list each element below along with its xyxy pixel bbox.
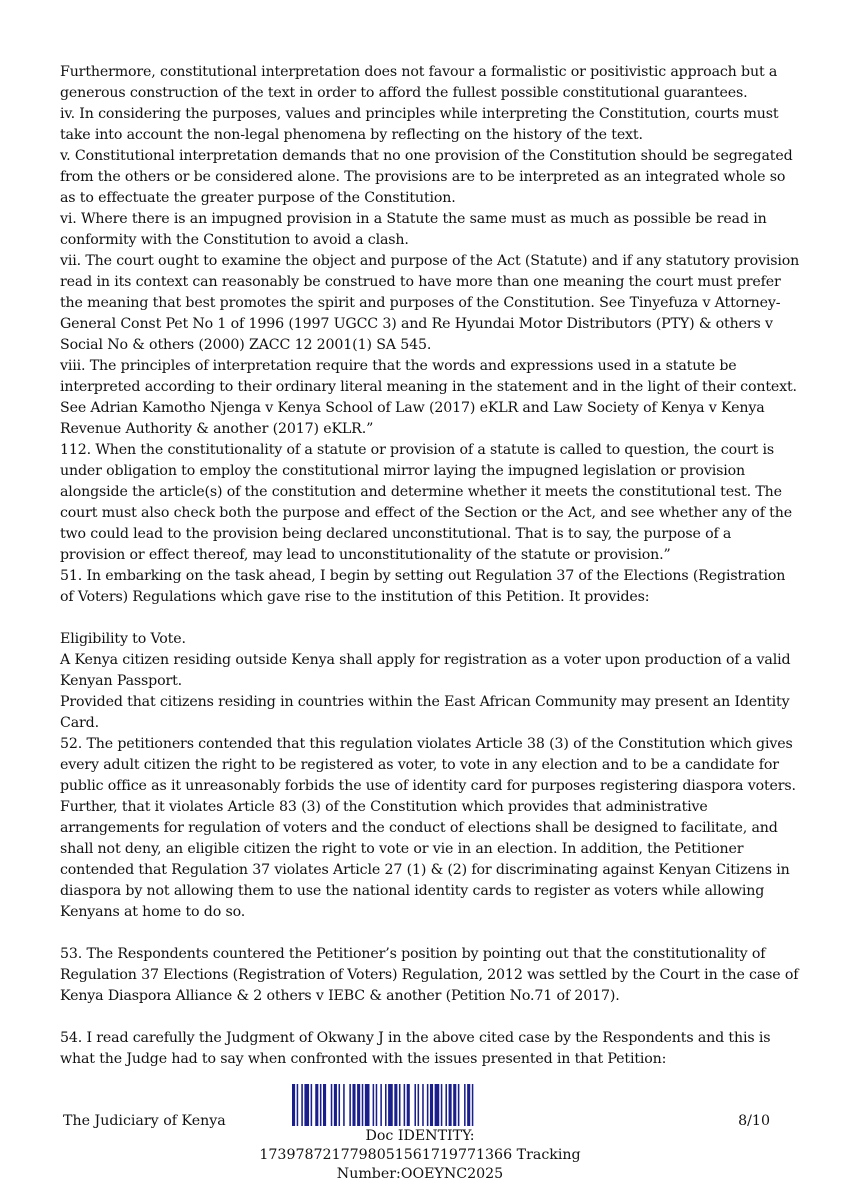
doc-identity-tracking: Doc IDENTITY: 1739787217798051561719771366 Tracking Number:OOEYNC2025 <box>259 1128 581 1182</box>
paragraph: 54. I read carefully the Judgment of Okwany J in the above cited case by the Respondents and this is what the Judge had to say when confronted with the issues presented in that Petition: <box>60 1030 771 1067</box>
document-body <box>60 62 800 1070</box>
barcode-icon <box>292 1084 554 1126</box>
page-number: 8/10 <box>738 1113 770 1129</box>
paragraph: Furthermore, constitutional interpretation does not favour a formalistic or positivistic approach but a generous construction of the text in order to afford the fullest possible constitutional guarantees. <box>60 64 778 101</box>
paragraph: iv. In considering the purposes, values and principles while interpreting the Constitution, courts must take into account the non-legal phenomena by reflecting on the history of the text. <box>60 106 779 143</box>
paragraph: vi. Where there is an impugned provision in a Statute the same must as much as possible be read in conformity with the Constitution to avoid a clash. <box>60 211 767 248</box>
paragraph: 112. When the constitutionality of a statute or provision of a statute is called to question, the court is under obligation to employ the constitutional mirror laying the impugned legislation or provision alongside the article(s) of the constitution and determine whether it meets the constitutional test. The court must also check both the purpose and effect of the Section or the Act, and see whether any of the two could lead to the provision being declared unconstitutional. That is to say, the purpose of a provision or effect thereof, may lead to unconstitutionality of the statute or provision.” <box>60 442 792 563</box>
paragraph: 52. The petitioners contended that this regulation violates Article 38 (3) of the Constitution which gives every adult citizen the right to be registered as voter, to vote in any election and to be a candidate for public office as it unreasonably forbids the use of identity card for purposes registering diaspora voters. Further, that it violates Article 83 (3) of the Constitution which provides that administrative arrangements for regulation of voters and the conduct of elections shall be designed to facilitate, and shall not deny, an eligible citizen the right to vote or vie in an election. In addition, the Petitioner contended that Regulation 37 violates Article 27 (1) & (2) for discriminating against Kenyan Citizens in diaspora by not allowing them to use the national identity cards to register as voters while allowing Kenyans at home to do so. <box>60 736 796 920</box>
footer-publisher: The Judiciary of Kenya <box>63 1113 226 1129</box>
paragraph: 53. The Respondents countered the Petitioner’s position by pointing out that the constitutionality of Regulation 37 Elections (Registration of Voters) Regulation, 2012 was settled by the Court in the case of Kenya Diaspora Alliance & 2 others v IEBC & another (Petition No.71 of 2017). <box>60 946 799 1004</box>
paragraph: viii. The principles of interpretation require that the words and expressions used in a statute be interpreted according to their ordinary literal meaning in the statement and in the light of their context. See Adrian Kamotho Njenga v Kenya School of Law (2017) eKLR and Law Society of Kenya v Kenya Revenue Authority & another (2017) eKLR.” <box>60 358 797 437</box>
paragraph: v. Constitutional interpretation demands that no one provision of the Constitution should be segregated from the others or be considered alone. The provisions are to be interpreted as an integrated whole so as to effectuate the greater purpose of the Constitution. <box>60 148 793 206</box>
paragraph: 51. In embarking on the task ahead, I begin by setting out Regulation 37 of the Elections (Registration of Voters) Regulations which gave rise to the institution of this Petition. It provides: <box>60 568 786 605</box>
paragraph: A Kenya citizen residing outside Kenya shall apply for registration as a voter upon production of a valid Kenyan Passport. <box>60 652 791 689</box>
paragraph: Eligibility to Vote. <box>60 631 186 647</box>
paragraph: Provided that citizens residing in countries within the East African Community may present an Identity Card. <box>60 694 790 731</box>
paragraph: vii. The court ought to examine the object and purpose of the Act (Statute) and if any statutory provision read in its context can reasonably be construed to have more than one meaning the court must prefer the meaning that best promotes the spirit and purposes of the Constitution. See Tinyefuza v Attorney-General Const Pet No 1 of 1996 (1997 UGCC 3) and Re Hyundai Motor Distributors (PTY) & others v Social No & others (2000) ZACC 12 2001(1) SA 545. <box>60 253 800 353</box>
